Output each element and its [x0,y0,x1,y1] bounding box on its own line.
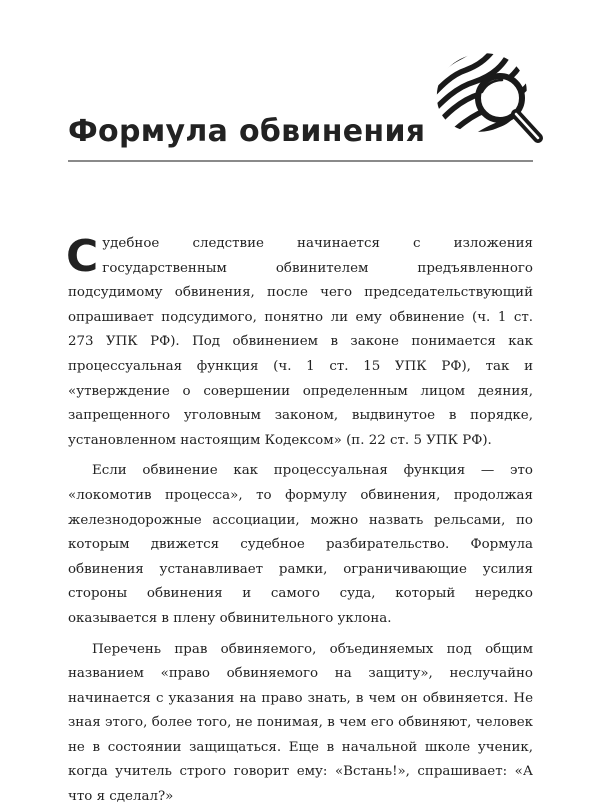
article-body [68,232,533,810]
paragraph-1 [68,232,533,453]
title-divider [68,160,533,162]
paragraph-3: Перечень прав обвиняемого, объединяемых под общим названием «право обвиняемого на защиту», неслучайно начинается с указания на право знать, в чем он обвиняется. Не зная этого, более того, не понимая, в чем его обвиняют, человек не в состоянии защищаться. Еще в начальной школе ученик, когда учитель строго говорит ему: «Встань!», спрашивает: «А что я сделал?» [68,641,533,805]
drop-cap: С [66,231,99,282]
paragraph-1-text: удебное следствие начинается с изложения государственным обвинителем предъявленного подсудимому обвинения, после чего председательствующий опрашивает подсудимого, понятно ли ему обвинение (ч. 1 ст. 273 УПК РФ). Под обвинением в законе понимается как процессуальная функция (ч. 1 ст. 15 УПК РФ), так и «утверждение о совершении определенным лицом деяния, запрещенного уголовным законом, выдвинутое в порядке, установленном настоящим Кодексом» (п. 22 ст. 5 УПК РФ). [68,236,533,448]
magnifier-stripes-icon [420,40,550,150]
page-title: Формула обвинения [68,114,426,149]
paragraph-2: Если обвинение как процессуальная функция — это «локомотив процесса», то формулу обвинения, продолжая железнодорожные ассоциации, можно назвать рельсами, по которым движется судебное разбирательство. Формула обвинения устанавливает рамки, ограничивающие усилия стороны обвинения и самого суда, который нередко оказывается в плену обвинительного уклона. [68,463,533,626]
